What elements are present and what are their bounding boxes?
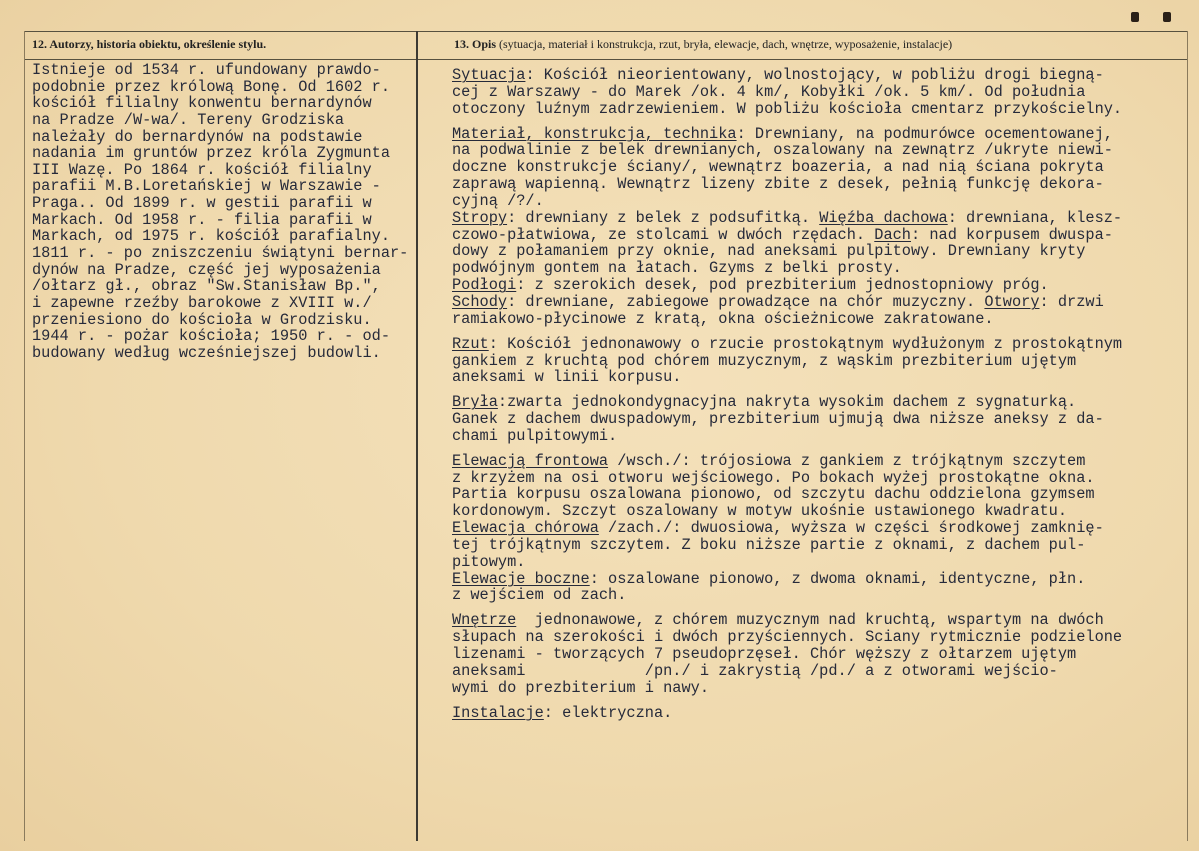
history-line: nadania im gruntów przez króla Zygmunta [32, 144, 391, 163]
elewacje-boczne-line: Elewacje boczne: oszalowane pionowo, z dwoma oknami, identyczne, płn. [452, 569, 1086, 588]
elewacja-frontowa-line: z krzyżem na osi otworu wejściowego. Po bokach wyżej prostokątne okna. [452, 468, 1095, 487]
rzut-line: gankiem z kruchtą pod chórem muzycznym, z wąskim prezbiterium ujętym [452, 351, 1077, 370]
punch-hole [1163, 12, 1171, 22]
material-label: Materiał, konstrukcja, technika [452, 124, 737, 143]
header-rule [24, 59, 1188, 60]
history-line: 1944 r. - pożar kościoła; 1950 r. - od- [32, 327, 391, 346]
elewacja-frontowa-label: Elewacją frontowa [452, 451, 609, 470]
history-line: 1811 r. - po zniszczeniu świątyni bernar- [32, 244, 409, 263]
history-line: i zapewne rzeźby barokowe z XVIII w./ [32, 293, 372, 312]
bryla-label: Bryła [452, 393, 498, 412]
podlogi-line: Podłogi: z szerokich desek, pod prezbiterium jednostopniowy próg. [452, 276, 1049, 295]
elewacja-chorowa-label: Elewacja chórowa [452, 519, 599, 538]
history-line: III Wazę. Po 1864 r. kościół filialny [32, 160, 372, 179]
history-line: przeniesiono do kościoła w Grodzisku. [32, 310, 372, 329]
schody-line: Schody: drewniane, zabiegowe prowadzące na chór muzyczny. Otwory: drzwi [452, 292, 1104, 311]
history-line: należały do bernardynów na podstawie [32, 127, 363, 146]
history-line: dynów na Pradze, część jej wyposażenia [32, 260, 381, 279]
history-line: Istnieje od 1534 r. ufundowany prawdo- [32, 61, 381, 79]
bryla-line: Ganek z dachem dwuspadowym, prezbiterium ujmują dwa niższe aneksy z da- [452, 410, 1104, 429]
stropy-line: Stropy: drewniany z belek z podsufitką. Więźba dachowa: drewniana, klesz- [452, 208, 1123, 227]
sytuacja-line: Sytuacja: Kościół nieorientowany, wolnostojący, w pobliżu drogi biegną- [452, 66, 1104, 84]
history-line: budowany według wcześniejszej budowli. [32, 343, 381, 362]
right-edge-rule [1187, 31, 1188, 841]
stropy-label: Stropy [452, 208, 508, 227]
wnetrze-line: Wnętrze jednonawowe, z chórem muzycznym nad kruchtą, wspartym na dwóch [452, 611, 1104, 630]
schody-label: Schody [452, 292, 508, 311]
material-line: cyjną /?/. [452, 191, 544, 210]
podlogi-label: Podłogi [452, 276, 517, 295]
description-text [452, 67, 1122, 721]
elewacja-frontowa-line: Partia korpusu oszalowana pionowo, od szczytu dachu oddzielona gzymsem [452, 485, 1095, 504]
material-line: zaprawą wapienną. Wewnątrz lizeny zbite z desek, pełnią funkcję dekora- [452, 175, 1104, 194]
sytuacja-label: Sytuacja [452, 66, 526, 84]
elewacja-frontowa-line: Elewacją frontowa /wsch./: trójosiowa z gankiem z trójkątnym szczytem [452, 451, 1086, 470]
history-text [32, 62, 408, 362]
rzut-line: Rzut: Kościół jednonawowy o rzucie prostokątnym wydłużonym z prostokątnym [452, 334, 1123, 353]
wiezba-label: Więźba dachowa [819, 208, 948, 227]
wnetrze-label: Wnętrze [452, 611, 517, 630]
sytuacja-line: otoczony luźnym zadrzewieniem. W pobliżu kościoła cmentarz przykościelny. [452, 99, 1123, 118]
history-line: kościół filialny konwentu bernardynów [32, 94, 372, 113]
history-line: na Pradze /W-wa/. Tereny Grodziska [32, 110, 345, 129]
history-line: /ołtarz gł., obraz "Sw.Stanisław Bp.", [32, 277, 381, 296]
schody-line: ramiakowo-płycinowe z kratą, okna ościeżnicowe zakratowane. [452, 309, 994, 328]
material-line: Materiał, konstrukcja, technika: Drewniany, na podmurówce ocementowanej, [452, 124, 1113, 143]
elewacja-chorowa-line: Elewacja chórowa /zach./: dwuosiowa, wyższa w części środkowej zamknię- [452, 519, 1104, 538]
elewacje-boczne-line: z wejściem od zach. [452, 586, 627, 605]
wnetrze-line: aneksami /pn./ i zakrystią /pd./ a z otworami wejścio- [452, 661, 1058, 680]
elewacja-chorowa-line: tej trójkątnym szczytem. Z boku niższe partie z oknami, z dachem pul- [452, 535, 1086, 554]
column-divider [416, 31, 418, 841]
section-13-header: 13. Opis (sytuacja, materiał i konstrukcja, rzut, bryła, elewacje, dach, wnętrze, wyposażenie, instalacje) [454, 37, 953, 51]
bryla-line: chami pulpitowymi. [452, 426, 618, 445]
stropy-line: podwójnym gontem na łatach. Gzyms z belki prosty. [452, 259, 902, 278]
wnetrze-line: słupach na szerokości i dwóch przyściennych. Sciany rytmicznie podzielone [452, 628, 1123, 647]
wnetrze-line: wymi do prezbiterium i nawy. [452, 678, 710, 697]
material-line: na podwalinie z belek drewnianych, oszalowany na zewnątrz /ukryte niewi- [452, 141, 1113, 160]
rzut-line: aneksami w linii korpusu. [452, 368, 682, 387]
elewacja-frontowa-line: kordonowym. Szczyt oszalowany w motyw ukośnie ustawionego kwadratu. [452, 502, 1068, 521]
history-line: Markach, od 1975 r. kościół parafialny. [32, 227, 391, 246]
top-rule [24, 31, 1188, 32]
section-12-header: 12. Autorzy, historia obiektu, określenie stylu. [32, 37, 267, 51]
left-edge-rule [24, 31, 25, 841]
wnetrze-line: lizenami - tworzących 7 pseudoprzęseł. Chór węższy z ołtarzem ujętym [452, 645, 1077, 663]
instalacje-label: Instalacje [452, 703, 544, 722]
history-line: parafii M.B.Loretańskiej w Warszawie - [32, 177, 381, 196]
sytuacja-line: cej z Warszawy - do Marek /ok. 4 km/, Kobyłki /ok. 5 km/. Od południa [452, 82, 1086, 101]
history-line: podobnie przez królową Bonę. Od 1602 r. [32, 77, 391, 96]
bryla-line: Bryła:zwarta jednokondygnacyjna nakryta wysokim dachem z sygnaturką. [452, 393, 1077, 412]
history-line: Praga.. Od 1899 r. w gestii parafii w [32, 194, 372, 213]
rzut-label: Rzut [452, 334, 489, 353]
punch-hole [1131, 12, 1139, 22]
otwory-label: Otwory [984, 292, 1040, 311]
instalacje-line: Instalacje: elektryczna. [452, 703, 673, 722]
dach-label: Dach [874, 225, 911, 244]
stropy-line: dowy z połamaniem przy oknie, nad aneksami pulpitowy. Drewniany kryty [452, 242, 1086, 261]
elewacje-boczne-label: Elewacje boczne [452, 569, 590, 588]
material-line: doczne konstrukcje ściany/, wewnątrz boazeria, a nad nią ściana pokryta [452, 158, 1104, 177]
stropy-line: czowo-płatwiowa, ze stolcami w dwóch rzędach. Dach: nad korpusem dwuspa- [452, 225, 1113, 244]
elewacja-chorowa-line: pitowym. [452, 552, 526, 571]
history-line: Markach. Od 1958 r. - filia parafii w [32, 210, 372, 229]
